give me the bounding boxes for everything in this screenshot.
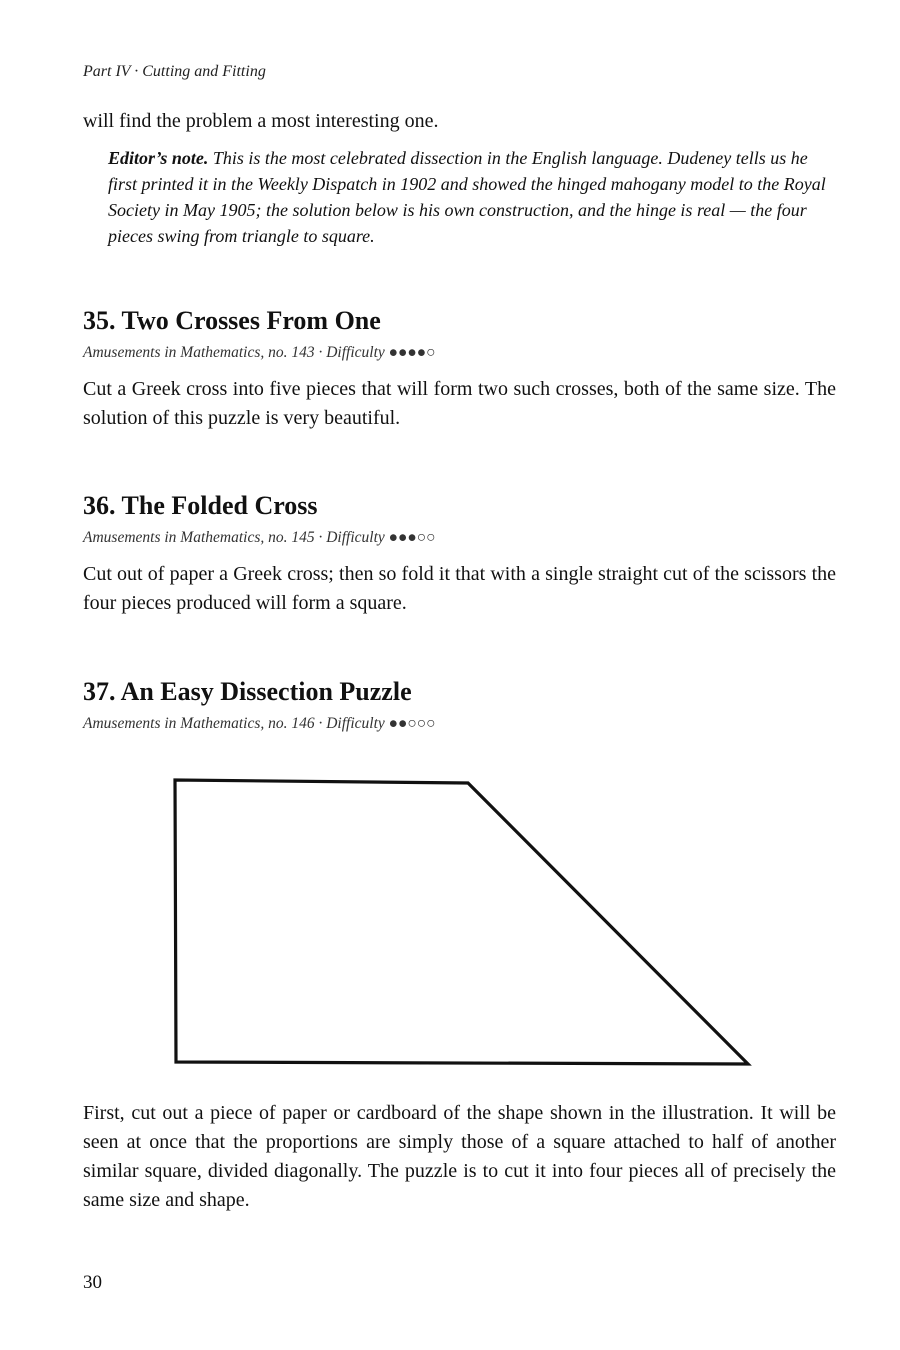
problem-title: 37. An Easy Dissection Puzzle bbox=[83, 677, 412, 706]
trapezoid-illustration bbox=[171, 770, 761, 1080]
editors-note-text: This is the most celebrated dissection in the English language. Dudeney tells us he first printed it in the Weekly Dispatch in 1902 and showed the hinged mahogany model to the Royal Society in May 1905; the solution below is his own construction, and the hinge is real — the four pieces swing from triangle to square. bbox=[108, 148, 826, 246]
problem-title: 36. The Folded Cross bbox=[83, 491, 318, 520]
dissection-figure bbox=[171, 770, 761, 1085]
problem-source-meta: Amusements in Mathematics, no. 143 · Difficulty ●●●●○ bbox=[83, 344, 436, 361]
problem-37-text: First, cut out a piece of paper or cardboard of the shape shown in the illustration. It will be seen at once that the proportions are simply those of a square attached to half of another similar square, divided diagonally. The puzzle is to cut it into four pieces all of precisely the same size and shape. bbox=[83, 1102, 836, 1211]
page-number: 30 bbox=[83, 1272, 102, 1293]
problem-title: 35. Two Crosses From One bbox=[83, 306, 381, 335]
problem-text: Cut a Greek cross into five pieces that will form two such crosses, both of the same size. The solution of this puzzle is very beautiful. bbox=[83, 378, 836, 429]
editors-note bbox=[108, 145, 836, 249]
problem-36 bbox=[83, 490, 836, 618]
problem-text: Cut out of paper a Greek cross; then so fold it that with a single straight cut of the scissors the four pieces produced will form a square. bbox=[83, 563, 836, 614]
problem-35 bbox=[83, 305, 836, 433]
carryover-paragraph: will find the problem a most interesting one. bbox=[83, 110, 439, 132]
running-head: Part IV · Cutting and Fitting bbox=[83, 63, 266, 80]
editors-note-lead: Editor’s note. bbox=[108, 148, 209, 168]
trapezoid-outline bbox=[175, 780, 748, 1064]
problem-source-meta: Amusements in Mathematics, no. 145 · Difficulty ●●●○○ bbox=[83, 529, 436, 546]
problem-source-meta: Amusements in Mathematics, no. 146 · Difficulty ●●○○○ bbox=[83, 715, 436, 732]
problem-37 bbox=[83, 676, 836, 734]
